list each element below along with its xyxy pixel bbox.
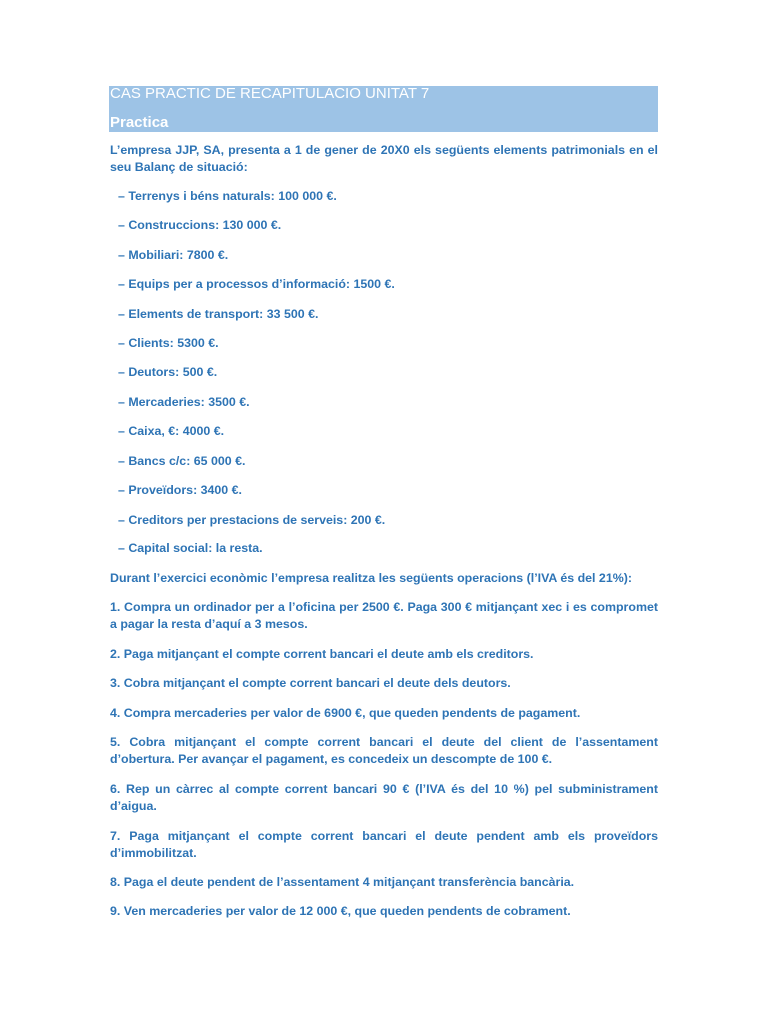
operation-item: 6. Rep un càrrec al compte corrent bancari 90 € (l’IVA és del 10 %) pel subministrament d’aigua.: [110, 782, 658, 813]
intro-paragraph: L’empresa JJP, SA, presenta a 1 de gener de 20X0 els següents elements patrimonials en el seu Balanç de situació:: [110, 143, 658, 174]
list-item: – Creditors per prestacions de serveis: 200 €.: [118, 513, 386, 527]
operation-item: 9. Ven mercaderies per valor de 12 000 €, que queden pendents de cobrament.: [110, 904, 571, 918]
list-item: – Elements de transport: 33 500 €.: [118, 307, 319, 321]
operation-item: 2. Paga mitjançant el compte corrent bancari el deute amb els creditors.: [110, 647, 534, 661]
list-item: – Caixa, €: 4000 €.: [118, 424, 225, 438]
operation-item: 7. Paga mitjançant el compte corrent bancari el deute pendent amb els proveïdors d’immobilitzat.: [110, 829, 658, 860]
list-item: – Deutors: 500 €.: [118, 365, 218, 379]
document-title: CAS PRACTIC DE RECAPITULACIO UNITAT 7: [110, 85, 430, 102]
list-item: – Mobiliari: 7800 €.: [118, 248, 229, 262]
list-item: – Terrenys i béns naturals: 100 000 €.: [118, 189, 337, 203]
operation-item: 4. Compra mercaderies per valor de 6900 €, que queden pendents de pagament.: [110, 706, 581, 720]
list-item: – Bancs c/c: 65 000 €.: [118, 454, 246, 468]
operation-item: 8. Paga el deute pendent de l’assentament 4 mitjançant transferència bancària.: [110, 875, 575, 889]
list-item: – Mercaderies: 3500 €.: [118, 395, 250, 409]
list-item: – Proveïdors: 3400 €.: [118, 483, 242, 497]
list-item: – Construccions: 130 000 €.: [118, 218, 282, 232]
list-item: – Equips per a processos d’informació: 1500 €.: [118, 277, 395, 291]
operation-item: 3. Cobra mitjançant el compte corrent bancari el deute dels deutors.: [110, 676, 511, 690]
list-item: – Capital social: la resta.: [118, 541, 263, 555]
document-subtitle: Practica: [110, 114, 169, 131]
operation-item: 5. Cobra mitjançant el compte corrent bancari el deute del client de l’assentament d’obertura. Per avançar el pagament, es concedeix un descompte de 100 €.: [110, 735, 658, 766]
list-item: – Clients: 5300 €.: [118, 336, 219, 350]
operations-intro: Durant l’exercici econòmic l’empresa realitza les següents operacions (l’IVA és del 21%):: [110, 571, 632, 585]
operation-item: 1. Compra un ordinador per a l’oficina per 2500 €. Paga 300 € mitjançant xec i es compromet a pagar la resta d’aquí a 3 mesos.: [110, 600, 658, 631]
